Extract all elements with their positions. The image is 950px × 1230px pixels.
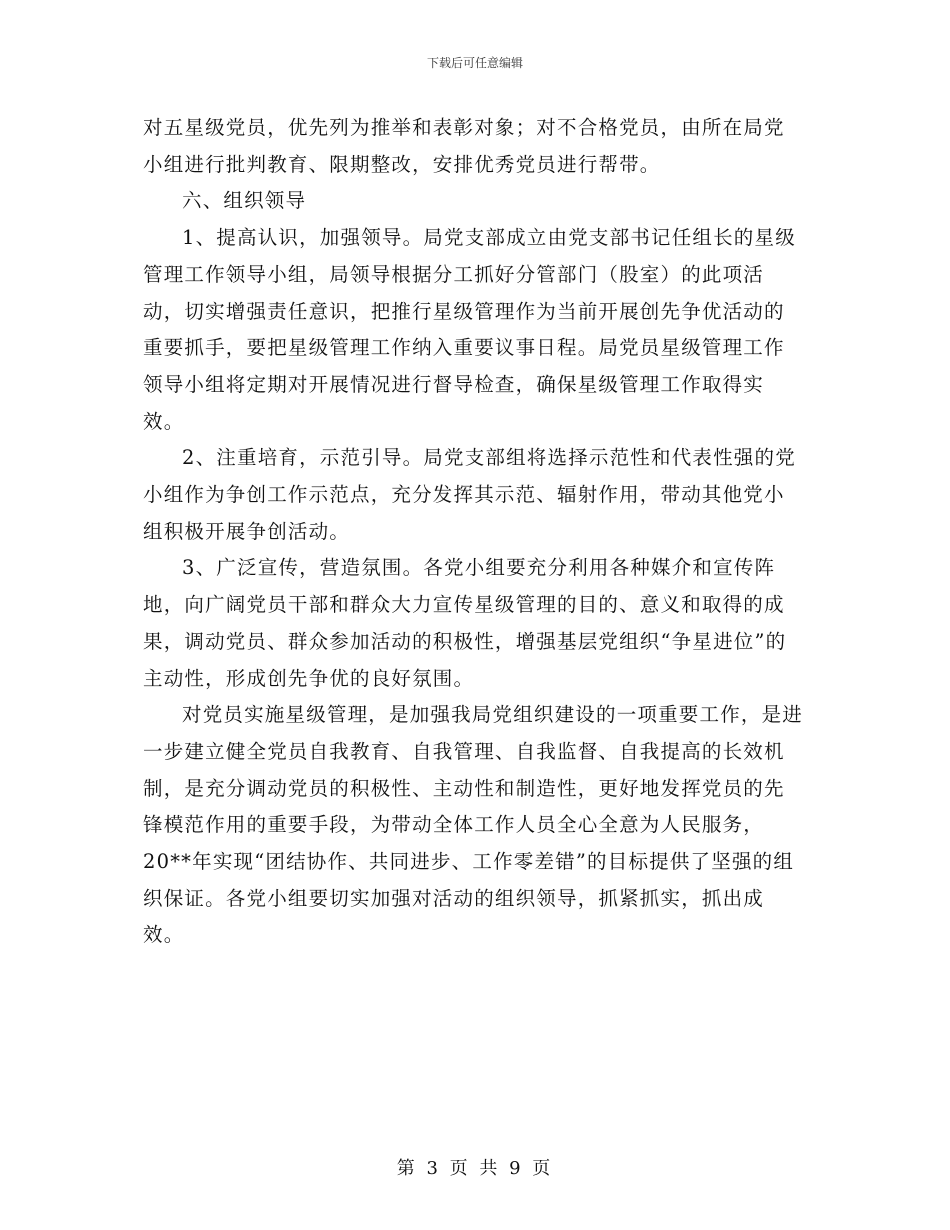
page-number-footer: 第 3 页 共 9 页: [396, 1158, 554, 1179]
page-header: 下载后可任意编辑: [426, 56, 523, 70]
paragraph-item-2: 2、注重培育，示范引导。局党支部组将选择示范性和代表性强的党小组作为争创工作示范点，充分发挥其示范、辐射作用，带动其他党小组积极开展争创活动。: [143, 446, 796, 543]
section-heading-organization-leadership: 六、组织领导: [182, 189, 307, 213]
document-body: [143, 110, 803, 954]
paragraph-continuation: 对五星级党员，优先列为推举和表彰对象；对不合格党员，由所在局党小组进行批判教育、限期整改，安排优秀党员进行帮带。: [143, 116, 785, 176]
paragraph-conclusion: 对党员实施星级管理，是加强我局党组织建设的一项重要工作，是进一步建立健全党员自我教育、自我管理、自我监督、自我提高的长效机制，是充分调动党员的积极性、主动性和制造性，更好地发挥党员的先锋模范作用的重要手段，为带动全体工作人员全心全意为人民服务，20**年实现“团结协作、共同进步、工作零差错”的目标提供了坚强的组织保证。各党小组要切实加强对活动的组织领导，抓紧抓实，抓出成效。: [143, 703, 804, 947]
paragraph-item-1: 1、提高认识，加强领导。局党支部成立由党支部书记任组长的星级管理工作领导小组，局领导根据分工抓好分管部门（股室）的此项活动，切实增强责任意识，把推行星级管理作为当前开展创先争优活动的重要抓手，要把星级管理工作纳入重要议事日程。局党员星级管理工作领导小组将定期对开展情况进行督导检查，确保星级管理工作取得实效。: [143, 226, 796, 433]
paragraph-item-3: 3、广泛宣传，营造氛围。各党小组要充分利用各种媒介和宣传阵地，向广阔党员干部和群众大力宣传星级管理的目的、意义和取得的成果，调动党员、群众参加活动的积极性，增强基层党组织“争星进位”的主动性，形成创先争优的良好氛围。: [143, 556, 787, 690]
